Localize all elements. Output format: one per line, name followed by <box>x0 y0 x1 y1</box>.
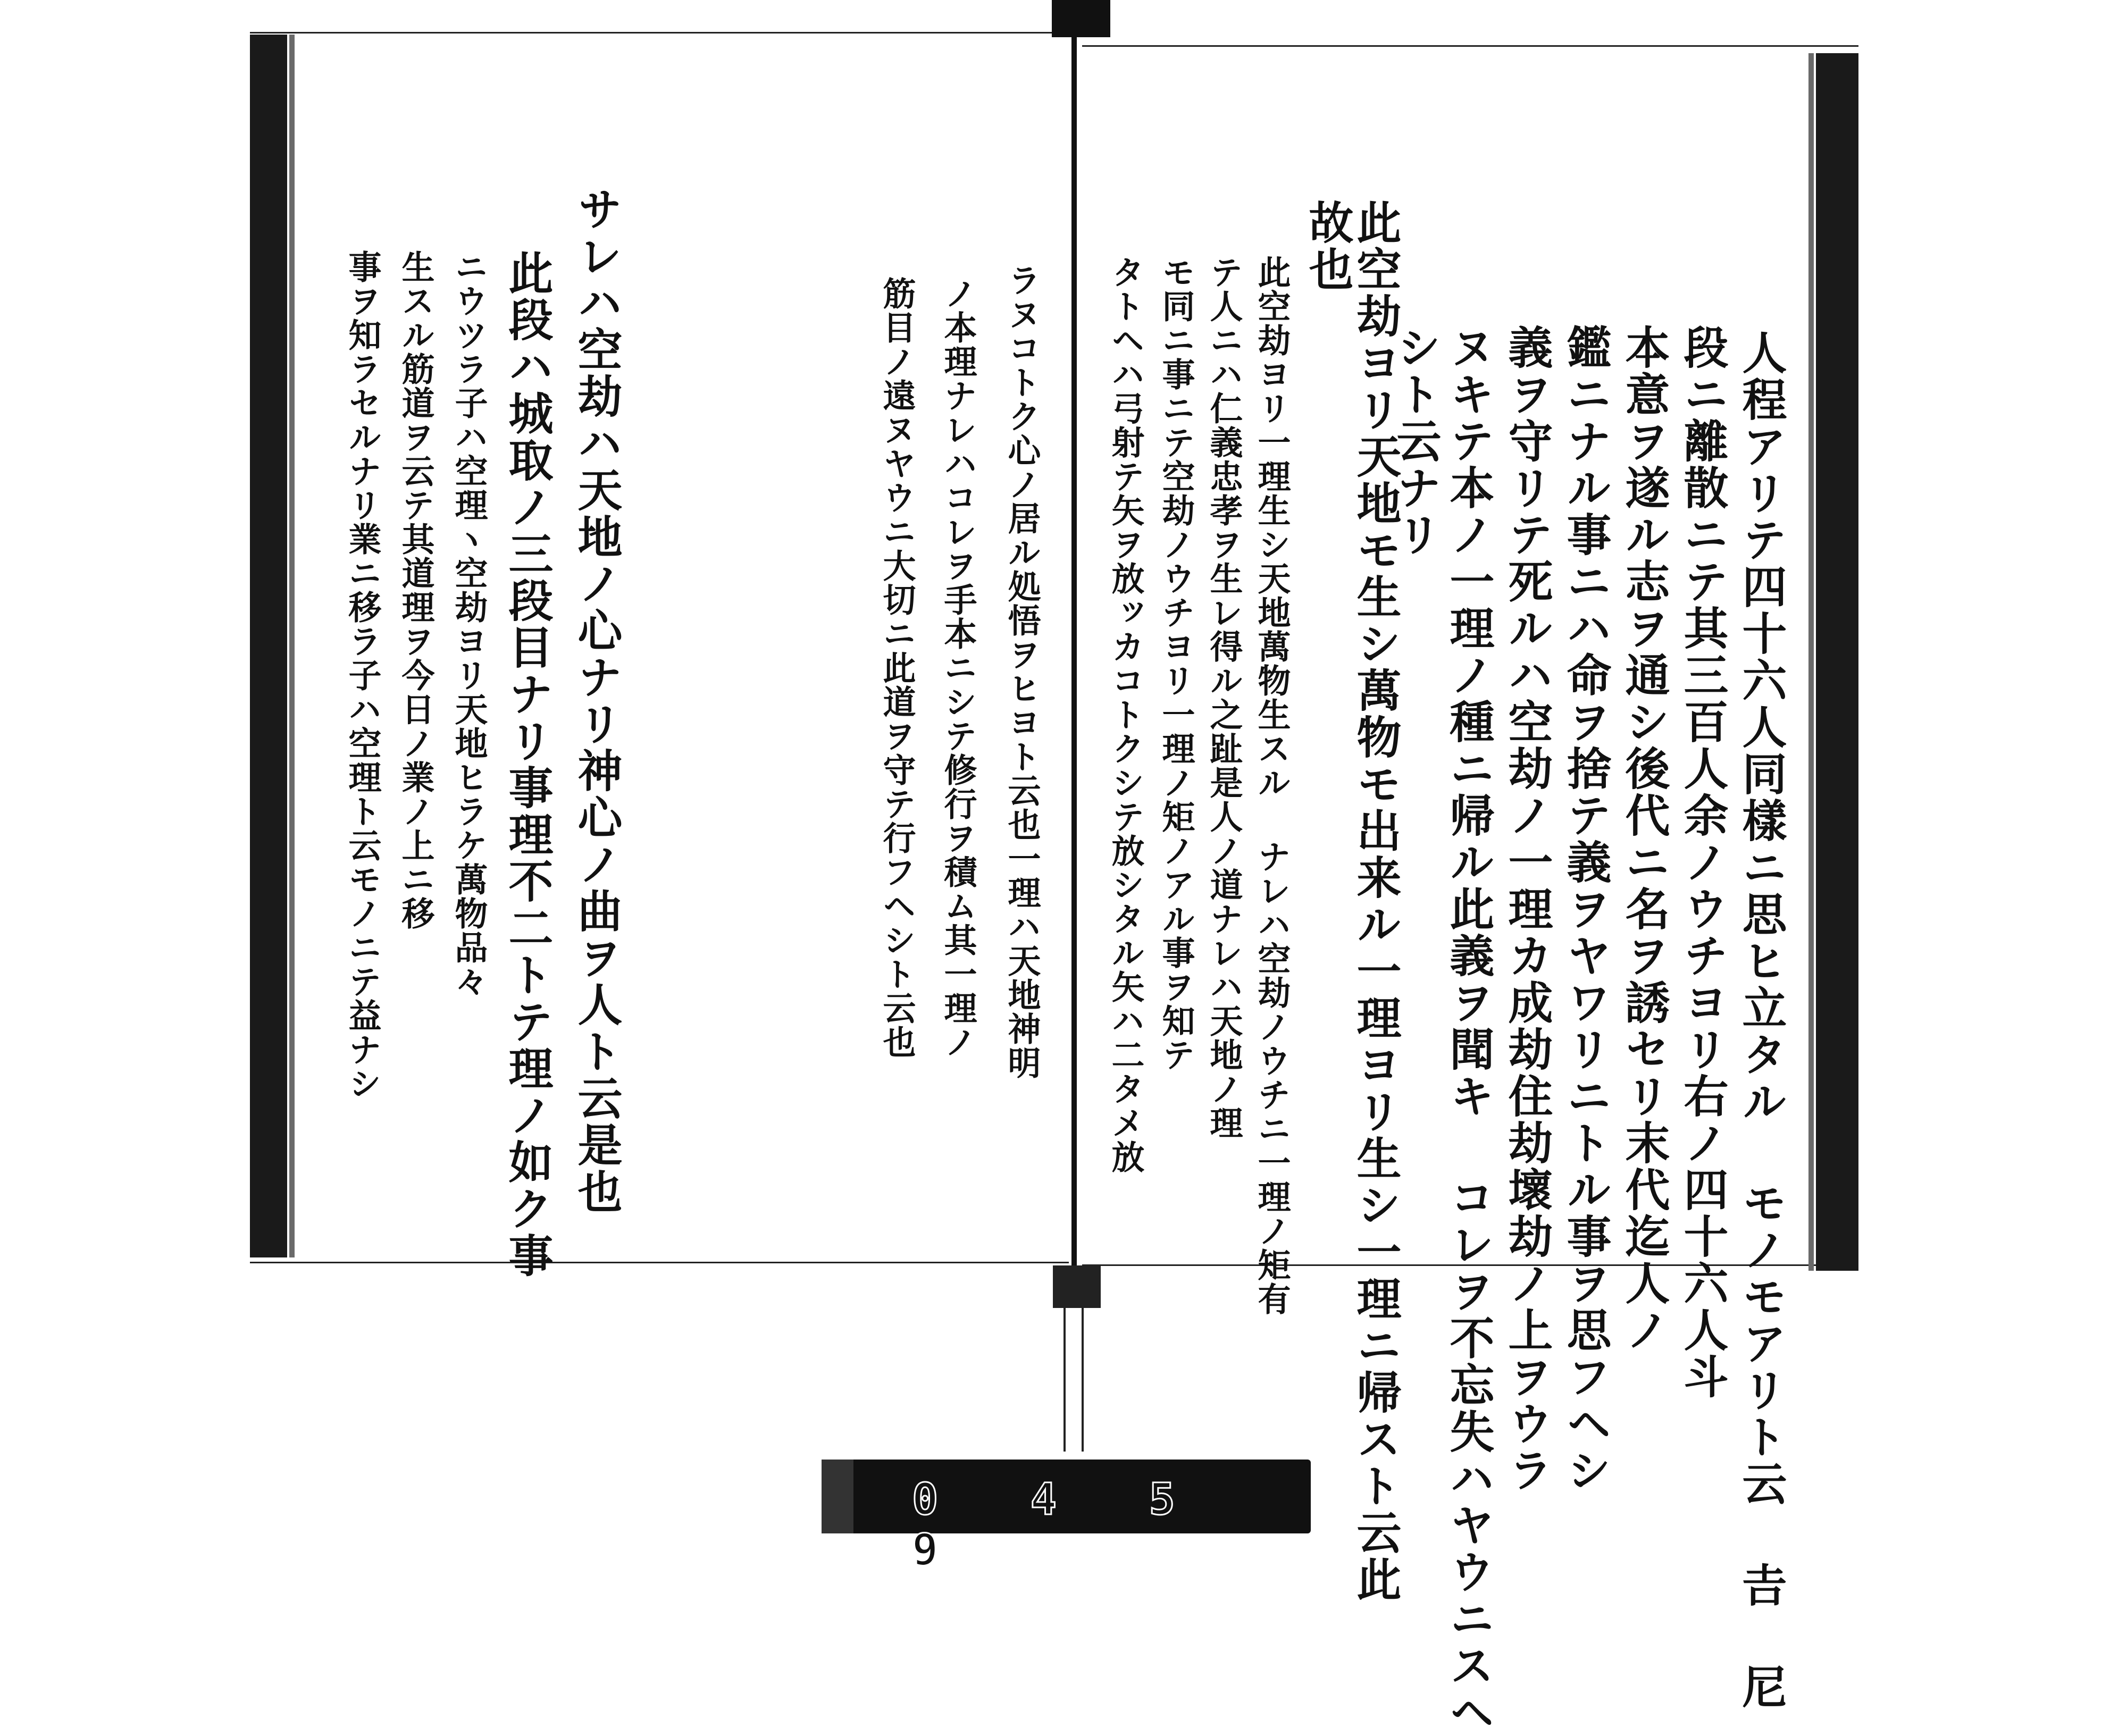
binding-tab <box>1053 1265 1101 1308</box>
book-gutter <box>1042 0 1106 1308</box>
right-column-7: シト云ナリ <box>1389 324 1442 558</box>
right-column-10: 此空劫ヨリ一理生シ天地萬物生スル ナレハ空劫ノウチニ一理ノ矩有 <box>1252 255 1291 1316</box>
call-number-label <box>822 1460 1311 1575</box>
left-column-3: ニウツラ子ハ空理ヽ空劫ヨリ天地ヒラケ萬物品々 <box>449 250 488 999</box>
right-column-12: モ同ニ事ニテ空劫ノウチヨリ一理ノ矩ノアル事ヲ知テ <box>1157 255 1195 1072</box>
call-number-text: 0 4 5 9 <box>912 1474 1208 1575</box>
right-column-4: 鑑ニナル事ニハ命ヲ捨テ義ヲヤワリニトル事ヲ思フヘシ <box>1560 324 1612 1494</box>
right-column-2: 段ニ離散ニテ其三百人余ノウチヨリ右ノ四十六人斗 <box>1677 324 1729 1400</box>
right-column-11: テ人ニハ仁義忠孝ヲ生レ得ル之趾是人ノ道ナレハ天地ノ理 <box>1204 255 1243 1140</box>
right-column-3: 本意ヲ遂ル志ヲ通シ後代ニ名ヲ誘セリ末代迄人ノ <box>1618 324 1671 1354</box>
left-column-4: 生スル筋道ヲ云テ其道理ヲ今日ノ業ノ上ニ移 <box>396 250 435 930</box>
right-column-5: 義ヲ守リテ死ルハ空劫ノ一理カ成劫住劫壞劫ノ上ヲウラ <box>1501 324 1554 1494</box>
left-column-2: 此段ハ城取ノ三段目ナリ事理不二トテ理ノ如ク事 <box>501 250 554 1279</box>
left-column-1: サレハ空劫ハ天地ノ心ナリ神心ノ曲ヲ人ト云是也 <box>571 186 623 1215</box>
right-page-edge <box>1816 53 1858 1271</box>
right-column-8: 此空劫ヨリ天地モ生シ萬物モ出来ル一理ヨリ生シ一理ニ帰スト云此 <box>1350 199 1402 1603</box>
binding-clip <box>1052 0 1110 37</box>
right-column-14: ラヌコトク心ノ居ル処悟ヲヒヨト云也一理ハ天地神明 <box>1002 263 1041 1080</box>
binding-strap <box>1064 1308 1084 1452</box>
right-column-13: タトヘハ弓射テ矢ヲ放ッカコトクシテ放シタル矢ハ二タメ放 <box>1106 255 1145 1174</box>
right-column-16: 筋目ノ遠ヌヤウニ大切ニ此道ヲ守テ行フヘシト云也 <box>877 276 916 1059</box>
label-notch <box>822 1460 853 1533</box>
right-column-9: 故也 <box>1302 199 1354 293</box>
right-column-6: ヌキテ本ノ一理ノ種ニ帰ル此義ヲ聞キ コレヲ不忘失ハヤウニスヘ <box>1443 324 1495 1736</box>
right-column-1: 人程アリテ四十六人同樣ニ思ヒ立タル モノモアリト云 𠮷 尼 <box>1735 330 1788 1710</box>
right-column-15: ノ本理ナレハコレヲ手本ニシテ修行ヲ積ム其一理ノ <box>939 276 977 1059</box>
left-page-edge <box>250 35 287 1257</box>
spine-line <box>1071 32 1077 1276</box>
left-column-5: 事ヲ知ラセルナリ業ニ移ラ子ハ空理ト云モノニテ益ナシ <box>343 250 382 1101</box>
